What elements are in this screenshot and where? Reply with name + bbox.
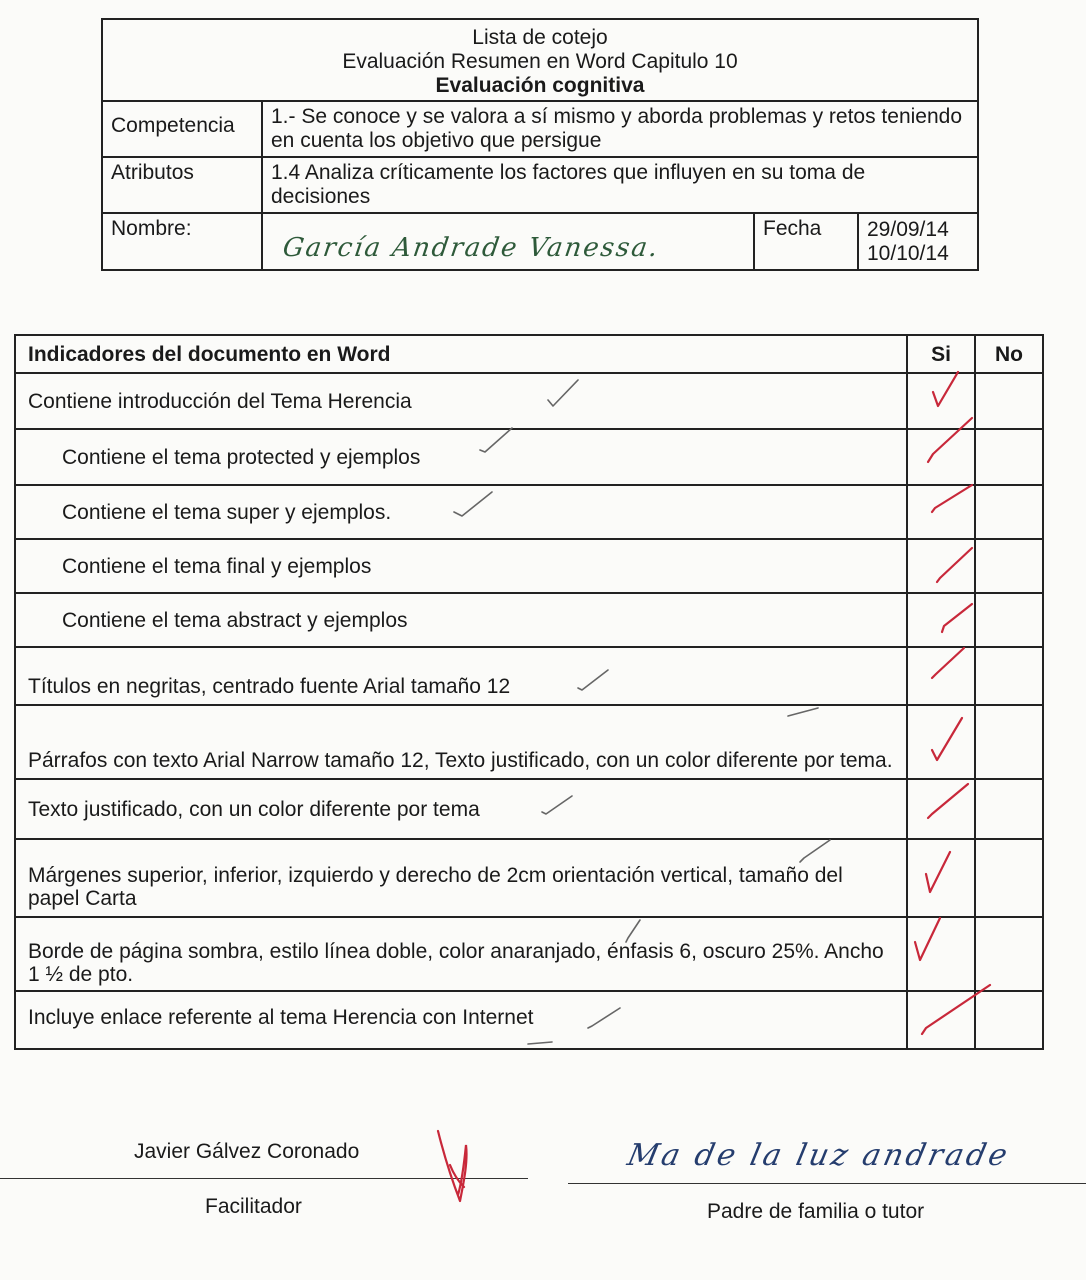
check-icon <box>932 648 964 678</box>
check-icon <box>915 918 940 960</box>
check-icon <box>800 840 830 862</box>
parent-signature: Ma de la luz andrade <box>624 1138 1014 1173</box>
fecha-label: Fecha <box>754 213 858 270</box>
atributos-text: 1.4 Analiza críticamente los factores que influyen en su toma de decisiones <box>262 157 978 213</box>
fecha-1: 29/09/14 <box>867 218 949 241</box>
nombre-label: Nombre: <box>102 213 262 270</box>
indicator-text: Contiene el tema super y ejemplos. <box>15 485 907 539</box>
facilitator-signature <box>420 1125 480 1205</box>
check-icon <box>932 485 972 512</box>
check-icon <box>578 670 608 690</box>
check-icon <box>928 784 968 818</box>
indicator-text: Párrafos con texto Arial Narrow tamaño 12, Texto justificado, con un color diferente por tema. <box>15 705 907 779</box>
atributos-label: Atributos <box>102 157 262 213</box>
indicator-text: Márgenes superior, inferior, izquierdo y derecho de 2cm orientación vertical, tamaño del papel Carta <box>15 839 907 917</box>
check-icon <box>548 380 578 406</box>
check-icon <box>932 718 962 760</box>
check-icon <box>528 1042 552 1044</box>
check-icon <box>454 492 492 516</box>
indicator-text: Contiene introducción del Tema Herencia <box>15 373 907 429</box>
check-icon <box>922 985 990 1034</box>
check-icon <box>788 708 818 716</box>
check-icon <box>542 796 572 814</box>
check-icon <box>926 852 950 892</box>
competencia-label: Competencia <box>102 101 262 157</box>
indicator-text: Incluye enlace referente al tema Herencia con Internet <box>15 991 907 1049</box>
title-line-3: Evaluación cognitiva <box>435 74 645 97</box>
indicator-text: Texto justificado, con un color diferente por tema <box>15 779 907 839</box>
indicator-text: Contiene el tema protected y ejemplos <box>15 429 907 485</box>
check-icon <box>588 1008 620 1028</box>
fecha-2: 10/10/14 <box>867 242 949 265</box>
check-icon <box>928 418 972 462</box>
indicator-text: Títulos en negritas, centrado fuente Arial tamaño 12 <box>15 647 907 705</box>
nombre-handwritten: García Andrade Vanessa. <box>280 233 662 263</box>
check-icon <box>626 920 640 942</box>
si-header: Si <box>907 335 975 373</box>
no-header: No <box>975 335 1043 373</box>
indicator-text: Borde de página sombra, estilo línea doble, color anaranjado, énfasis 6, oscuro 25%. Ancho 1 ½ de pto. <box>15 917 907 991</box>
facilitator-name: Javier Gálvez Coronado <box>134 1140 360 1163</box>
check-icon <box>480 428 512 452</box>
check-icon <box>942 604 972 632</box>
facilitator-role: Facilitador <box>205 1195 302 1218</box>
competencia-text: 1.- Se conoce y se valora a sí mismo y aborda problemas y retos teniendo en cuenta los objetivo que persigue <box>262 101 978 157</box>
title-line-1: Lista de cotejo <box>472 26 608 49</box>
check-icon <box>937 548 972 582</box>
parent-role: Padre de familia o tutor <box>707 1200 925 1223</box>
indicator-text: Contiene el tema final y ejemplos <box>15 539 907 593</box>
parent-signature-line <box>568 1183 1086 1184</box>
indicators-header: Indicadores del documento en Word <box>15 335 907 373</box>
check-icon <box>933 372 958 406</box>
indicator-text: Contiene el tema abstract y ejemplos <box>15 593 907 647</box>
title-line-2: Evaluación Resumen en Word Capitulo 10 <box>342 50 738 73</box>
